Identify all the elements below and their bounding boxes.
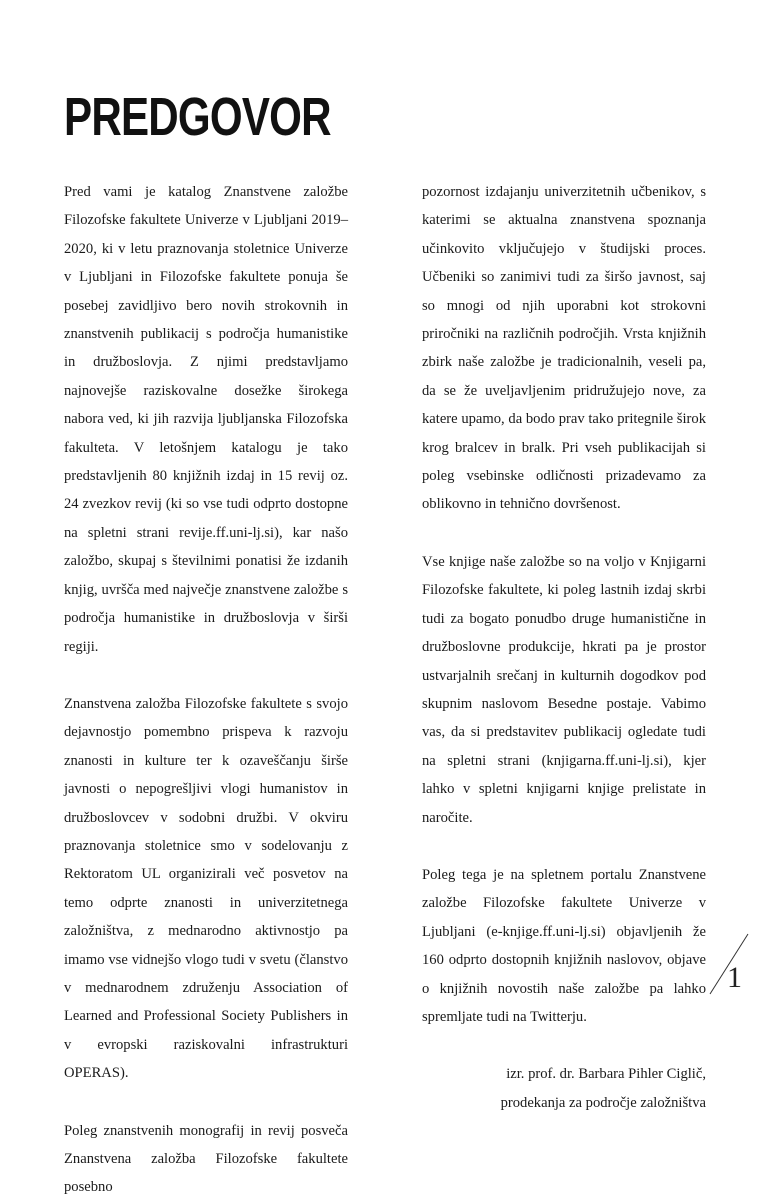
page-title: PREDGOVOR [64,87,331,147]
signature-name: izr. prof. dr. Barbara Pihler Ciglič, [506,1066,706,1083]
paragraph: pozornost izdajanju univerzitetnih učbenikov, s katerimi se aktualna znanstvena spoznanja učinkovito vključujejo v študijski proces. Učbeniki so zanimivi tudi za širšo javnost, saj so mnogi od njih uporabni kot strokovni priročniki na različnih področjih. Vrsta knjižnih zbirk naše založbe je tradicionalnih, veseli pa, da se že uveljavljenim pridružujejo nove, za katere upamo, da bodo prav tako pritegnile širok krog bralcev in bralk. Pri vseh publikacijah si poleg vsebinske odličnosti prizadevamo za oblikovno in tehnično dovršenost. [422,184,706,513]
paragraph: Vse knjige naše založbe so na voljo v Knjigarni Filozofske fakultete, ki poleg lastnih izdaj skrbi tudi za bogato ponudbo druge humanistične in družboslovne produkcije, hkrati pa je prostor ustvarjalnih srečanj in kulturnih dogodkov pod skupnim naslovom Besedne postaje. Vabimo vas, da si predstavitev publikacij ogledate tudi na spletni strani (knjigarna.ff.uni-lj.si), kjer lahko v spletni knjigarni knjige prelistate in naročite. [422,553,706,826]
signature-role: prodekanja za področje založništva [500,1094,706,1111]
paragraph: Poleg znanstvenih monografij in revij posveča Znanstvena založba Filozofske fakultete posebno [64,1122,348,1196]
right-text-column [422,178,706,1117]
page-number: 1 [727,961,742,994]
paragraph: Pred vami je katalog Znanstvene založbe Filozofske fakultete Univerze v Ljubljani 2019–2020, ki v letu praznovanja stoletnice Univerze v Ljubljani in Filozofske fakultete ponuja še posebej zavidljivo bero novih strokovnih in znanstvenih publikacij s področja humanistike in družboslovja. Z njimi predstavljamo najnovejše raziskovalne dosežke širokega nabora ved, ki jih razvija ljubljanska Filozofska fakulteta. V letošnjem katalogu je tako predstavljenih 80 knjižnih izdaj in 15 revij oz. 24 zvezkov revij (ki so vse tudi odprto dostopne na spletni strani revije.ff.uni-lj.si), kar našo založbo, skupaj s številnimi ponatisi že izdanih knjig, uvršča med največje znanstvene založbe s področja humanistike in družboslovja v širši regiji. [64,184,348,655]
left-text-column [64,178,348,1202]
paragraph: Poleg tega je na spletnem portalu Znanstvene založbe Filozofske fakultete Univerze v Ljubljani (e-knjige.ff.uni-lj.si) objavljenih že 160 odprto dostopnih knjižnih naslovov, objave o knjižnih novostih naše založbe pa lahko spremljate tudi na Twitterju. [422,866,706,1025]
paragraph: Znanstvena založba Filozofske fakultete s svojo dejavnostjo pomembno prispeva k razvoju znanosti in kulture ter k ozaveščanju širše javnosti o nepogrešljivi vlogi humanistov in družboslovcev v sodobni družbi. V okviru praznovanja stoletnice smo v sodelovanju z Rektoratom UL organizirali več posvetov na temo odprte znanosti in univerzitetnega založništva, z mednarodno aktivnostjo pa imamo vse vidnejšo vlogo tudi v svetu (članstvo v mednarodnem združenju Association of Learned and Professional Society Publishers in v evropski raziskovalni infrastrukturi OPERAS). [64,695,348,1082]
signature-block [422,1060,706,1117]
